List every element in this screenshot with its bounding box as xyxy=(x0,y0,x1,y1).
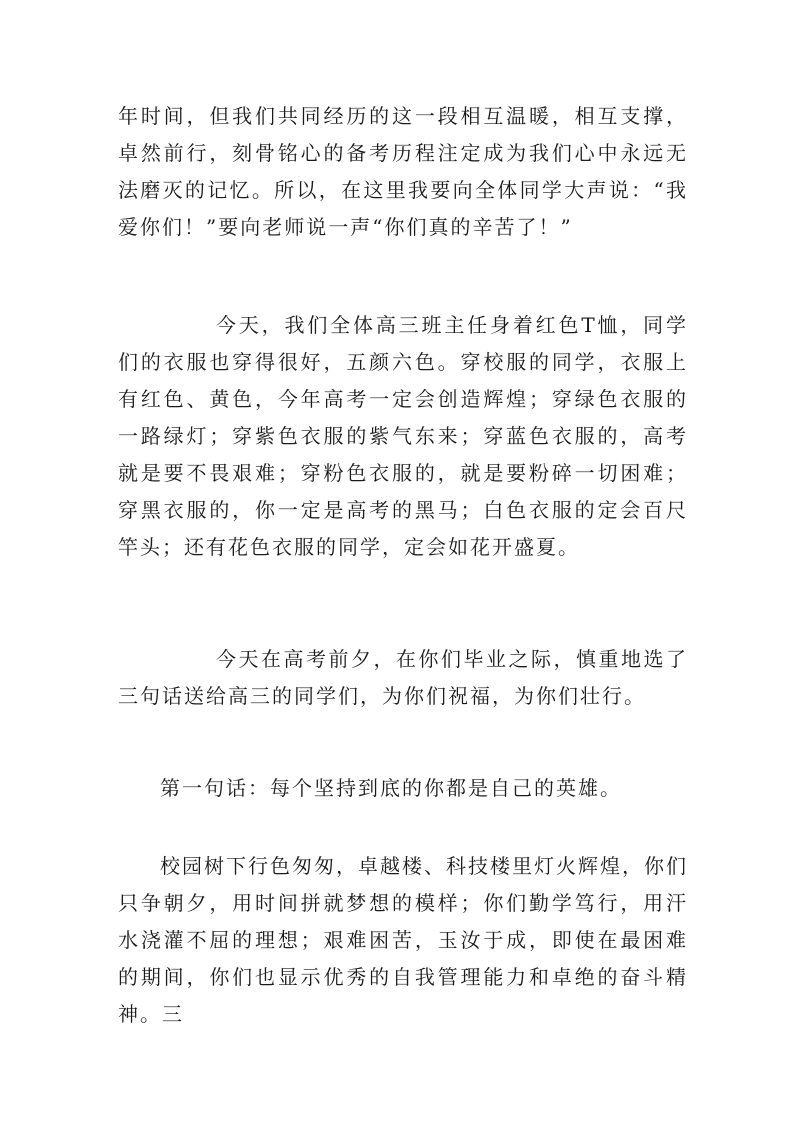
paragraph-1: 年时间，但我们共同经历的这一段相互温暖，相互支撑，卓然前行，刻骨铭心的备考历程注定成为我们心中永远无法磨灭的记忆。所以，在这里我要向全体同学大声说：“我爱你们！”要向老师说一声“你们真的辛苦了！” xyxy=(118,104,688,239)
paragraph-4-heading: 第一句话：每个坚持到底的你都是自己的英雄。 xyxy=(160,776,622,800)
paragraph-3: 今天在高考前夕，在你们毕业之际，慎重地选了三句话送给高三的同学们，为你们祝福，为你们壮行。 xyxy=(118,647,688,708)
paragraph-5: 校园树下行色匆匆，卓越楼、科技楼里灯火辉煌，你们只争朝夕，用时间拼就梦想的模样；你们勤学笃行，用汗水浇灌不屈的理想；艰难困苦，玉汝于成，即使在最困难的期间，你们也显示优秀的自我管理能力和卓绝的奋斗精神。三 xyxy=(118,854,688,1026)
paragraph-2: 今天，我们全体高三班主任身着红色T恤，同学们的衣服也穿得很好，五颜六色。穿校服的同学，衣服上有红色、黄色，今年高考一定会创造辉煌；穿绿色衣服的一路绿灯；穿紫色衣服的紫气东来；穿蓝色衣服的，高考就是要不畏艰难；穿粉色衣服的，就是要粉碎一切困难；穿黑衣服的，你一定是高考的黑马；白色衣服的定会百尺竿头；还有花色衣服的同学，定会如花开盛夏。 xyxy=(118,313,688,559)
